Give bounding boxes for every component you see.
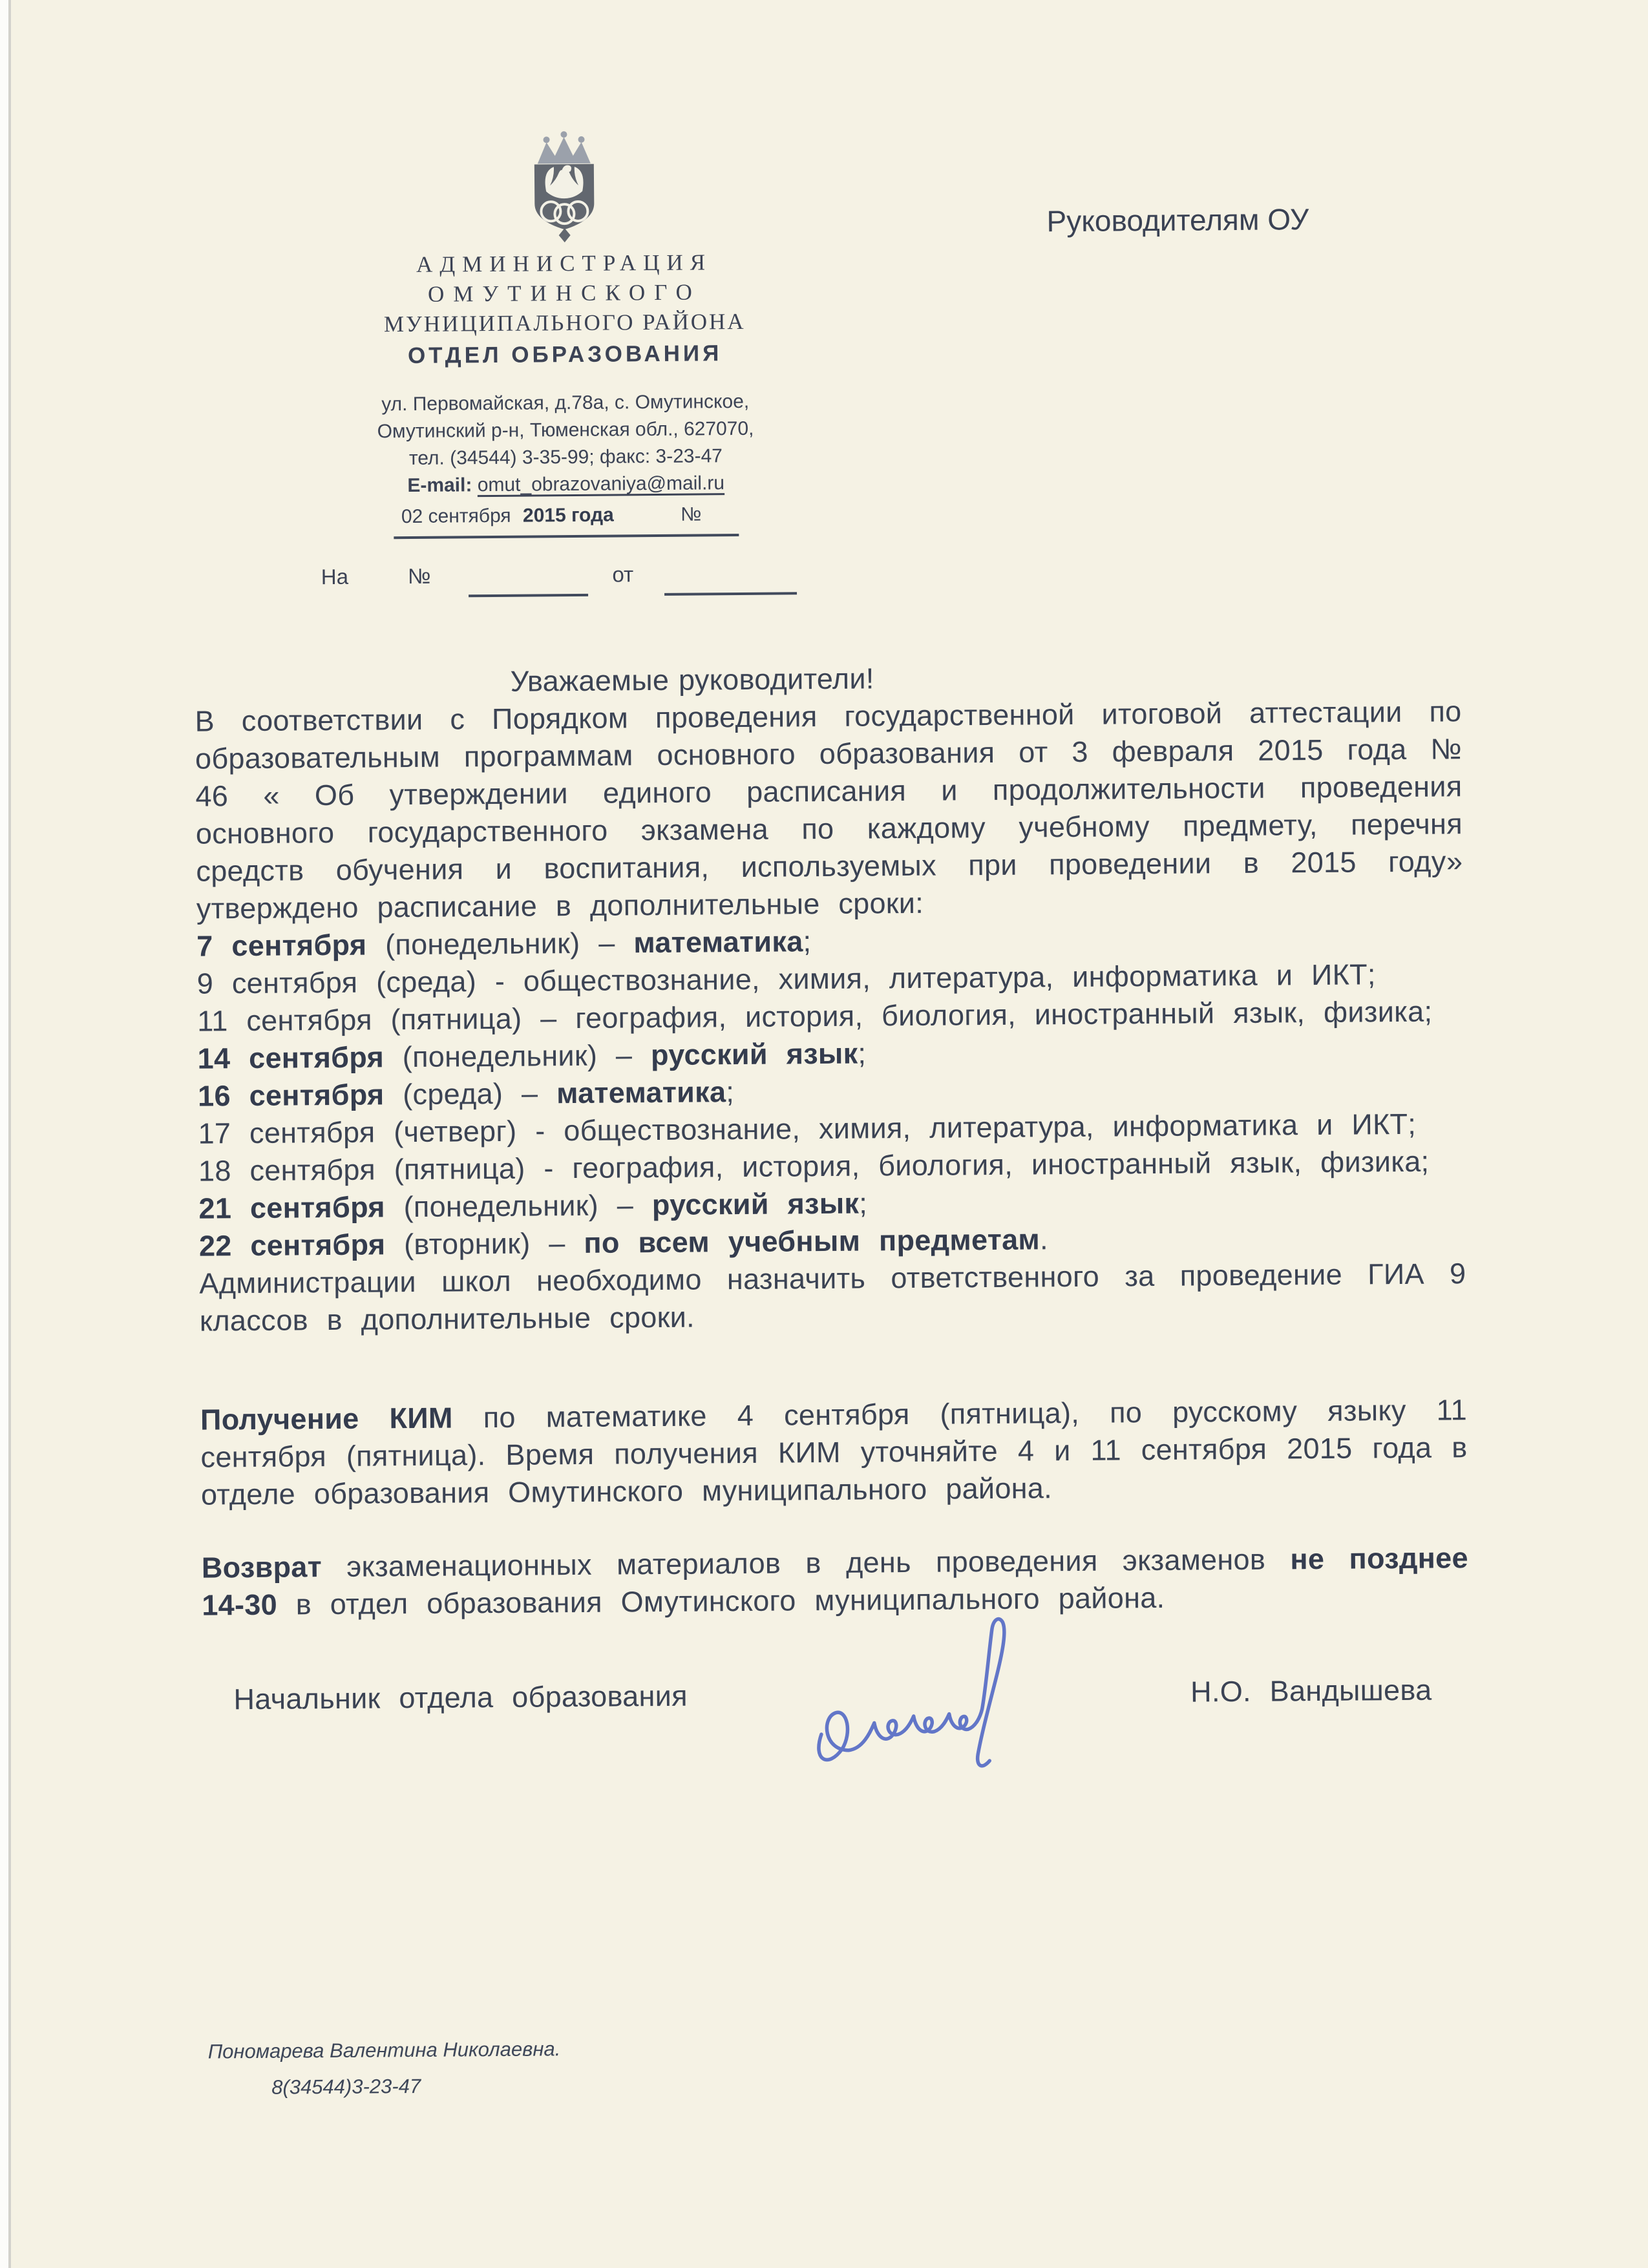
date-line: [394, 501, 739, 539]
date-year: 2015 года: [522, 504, 614, 527]
phone-fax-line: тел. (34544) 3-35-99; факс: 3-23-47: [408, 445, 723, 470]
ref-ot: от: [612, 562, 634, 587]
recipient: Руководителям ОУ: [1046, 202, 1309, 238]
signature-row: [202, 1671, 1469, 1718]
schedule-item: 9 сентября (среда) - обществознание, химия, литература, информатика и ИКТ;: [196, 958, 1376, 1000]
kim-paragraph: Получение КИМ по математике 4 сентября (пятница), по русскому языку 11 сентября (пятница). Время получения КИМ уточняйте 4 и 11 сентября 2015 года в отделе образования Омутинского муниципального района.: [200, 1393, 1468, 1511]
org-line-omutinsky: ОМУТИНСКОГО: [427, 279, 701, 307]
schedule-item: 14 сентября (понедельник) – русский язык;: [197, 1036, 867, 1075]
address-line-2: Омутинский р-н, Тюменская обл., 627070,: [377, 417, 754, 443]
ref-number-blank: [468, 574, 587, 597]
coat-of-arms-icon: [507, 128, 621, 245]
salutation: Уважаемые руководители!: [510, 662, 874, 698]
org-line-education-department: ОТДЕЛ ОБРАЗОВАНИЯ: [407, 341, 723, 369]
signer-position: Начальник отдела образования: [233, 1679, 688, 1716]
schedule-item: 18 сентября (пятница) - география, история, биология, иностранный язык, физика;: [198, 1144, 1430, 1188]
schedule-item: 16 сентября (среда) – математика;: [197, 1075, 735, 1113]
email-line: [279, 469, 854, 501]
contact-block: [278, 388, 854, 540]
date-day-month: 02 сентября: [401, 505, 511, 528]
handwritten-signature: [787, 1593, 1066, 1796]
email-address: omut_obrazovaniya@mail.ru: [477, 472, 725, 496]
letter-body: [195, 655, 1470, 1718]
address-line-1: ул. Первомайская, д.78а, с. Омутинское,: [381, 390, 750, 415]
org-line-administration: АДМИНИСТРАЦИЯ: [416, 249, 713, 277]
signer-name: Н.О. Вандышева: [1190, 1673, 1432, 1708]
org-line-municipal-district: МУНИЦИПАЛЬНОГО РАЙОНА: [383, 308, 746, 337]
ref-na: На: [321, 564, 349, 589]
org-name-block: [264, 246, 865, 372]
schedule-item: 22 сентября (вторник) – по всем учебным предметам.: [198, 1223, 1049, 1263]
ref-date-blank: [664, 572, 797, 596]
schedule-item: 21 сентября (понедельник) – русский язык;: [198, 1186, 868, 1225]
number-sign: №: [680, 503, 702, 525]
ref-no: №: [407, 563, 431, 589]
schedule-item: 7 сентября (понедельник) – математика;: [196, 925, 812, 963]
email-label: E-mail:: [407, 474, 472, 497]
admin-note-paragraph: Администрации школ необходимо назначить ответственного за проведение ГИА 9 классов в дополнительные сроки.: [199, 1257, 1466, 1338]
reference-line: [321, 561, 798, 598]
return-paragraph: Возврат экзаменационных материалов в день проведения экзаменов не позднее 14-30 в отдел образования Омутинского муниципального района.: [201, 1541, 1469, 1622]
schedule-item: 11 сентября (пятница) – география, история, биология, иностранный язык, физика;: [197, 994, 1433, 1038]
schedule-item: 17 сентября (четверг) - обществознание, химия, литература, информатика и ИКТ;: [198, 1107, 1417, 1150]
footer-contact-person: Пономарева Валентина Николаевна.: [207, 2037, 561, 2063]
footer-phone: 8(34544)3-23-47: [271, 2074, 421, 2099]
intro-paragraph: В соответствии с Порядком проведения государственной итоговой аттестации по образовательным программам основного образования от 3 февраля 2015 года № 46 « Об утверждении единого расписания и продолжительности проведения основного государственного экзамена по каждому учебному предмету, перечня средств обучения и воспитания, используемых при проведении в 2015 году» утверждено расписание в дополнительные сроки:: [195, 695, 1463, 925]
